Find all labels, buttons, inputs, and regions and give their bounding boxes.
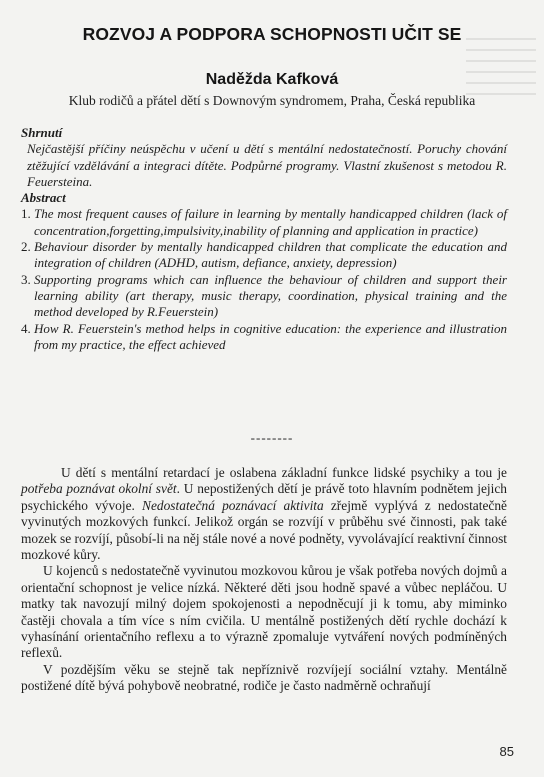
abstract-list	[21, 206, 507, 353]
body-text-run: zřejmě vyplývá z nedostatečně vyvinutých mozkových funkcí. Jelikož orgán se rozvíjí v průběhu své činnosti, pak také mozek se rozvíjí, působí-li na něj stále nové a nové podněty, vyvolávající reaktivní činnost mozkové kůry.	[21, 497, 507, 563]
abstract-item-number: 1.	[21, 206, 31, 222]
paper-title: ROZVOJ A PODPORA SCHOPNOSTI UČIT SE	[82, 24, 462, 44]
abstract-item-number: 2.	[21, 239, 31, 255]
bleed-through-shadow	[466, 38, 536, 98]
abstract-item	[21, 206, 507, 239]
abstract-item-text: Behaviour disorder by mentally handicapped children that complicate the education and integration of children (ADHD, autism, defiance, anxiety, depression)	[34, 239, 507, 271]
shrnuti-heading: Shrnutí	[21, 125, 63, 140]
section-divider: --------	[250, 430, 294, 445]
abstract-item-text: How R. Feuerstein's method helps in cognitive education: the experience and illustration from my practice, the effect achieved	[34, 320, 507, 352]
body-text-run: U dětí s mentální retardací je oslabena základní funkce lidské psychiky a tou je	[61, 465, 507, 480]
abstract-item-number: 3.	[21, 271, 31, 287]
shrnuti-text: Nejčastější příčiny neúspěchu v učení u dětí s mentální nedostatečností. Poruchy chování ztěžující vzdělávání a integraci dítěte. Podpůrné programy. Vlastní zkušenost s metodou R. Feuersteina.	[27, 141, 507, 189]
summary-block	[21, 125, 507, 353]
body-emphasis: potřeba poznávat okolní svět	[21, 481, 177, 497]
abstract-item-text: The most frequent causes of failure in learning by mentally handicapped children (lack of concentration,forgetting,impulsivity,inability of planning and application in practice)	[34, 206, 507, 238]
page-number: 85	[499, 744, 514, 759]
body-text-run: . U nepostižených dětí je právě toto hlavním podnětem jejich psychického vývoje.	[21, 481, 507, 513]
body-paragraph: U kojenců s nedostatečně vyvinutou mozkovou kůrou je však potřeba nových dojmů a orientační schopnost je velice nízká. Některé děti jsou hodně spavé a vůbec nepláčou. U matky tak navozují milný dojem spokojenosti a nepodněcují ji k tomu, aby miminko častěji chovala a tím více s ním cvičila. U mentálně postižených dětí rychle dochází k vyhasínání orientačního reflexu a to výrazně zpomaluje vytváření nových podmíněných reflexů.	[21, 563, 507, 661]
body-text	[21, 465, 507, 695]
abstract-item-text: Supporting programs which can influence the behaviour of children and support their learning ability (art therapy, music therapy, coordination, physical training and the method developed by R.Feuerstein)	[34, 271, 507, 320]
body-emphasis: Nedostatečná poznávací aktivita	[142, 497, 324, 513]
abstract-item	[21, 239, 507, 272]
body-paragraph: V pozdějším věku se stejně tak nepříznivě rozvíjejí sociální vztahy. Mentálně postižené dítě bývá pohybově neobratné, rodiče je často nadměrně ochraňují	[21, 661, 507, 694]
abstract-item	[21, 272, 507, 321]
author-name: Naděžda Kafková	[205, 71, 339, 88]
abstract-item	[21, 321, 507, 354]
body-paragraph	[21, 465, 507, 563]
author-affiliation: Klub rodičů a přátel dětí s Downovým syndromem, Praha, Česká republika	[68, 93, 476, 108]
abstract-heading: Abstract	[21, 190, 66, 206]
abstract-item-number: 4.	[21, 320, 31, 336]
